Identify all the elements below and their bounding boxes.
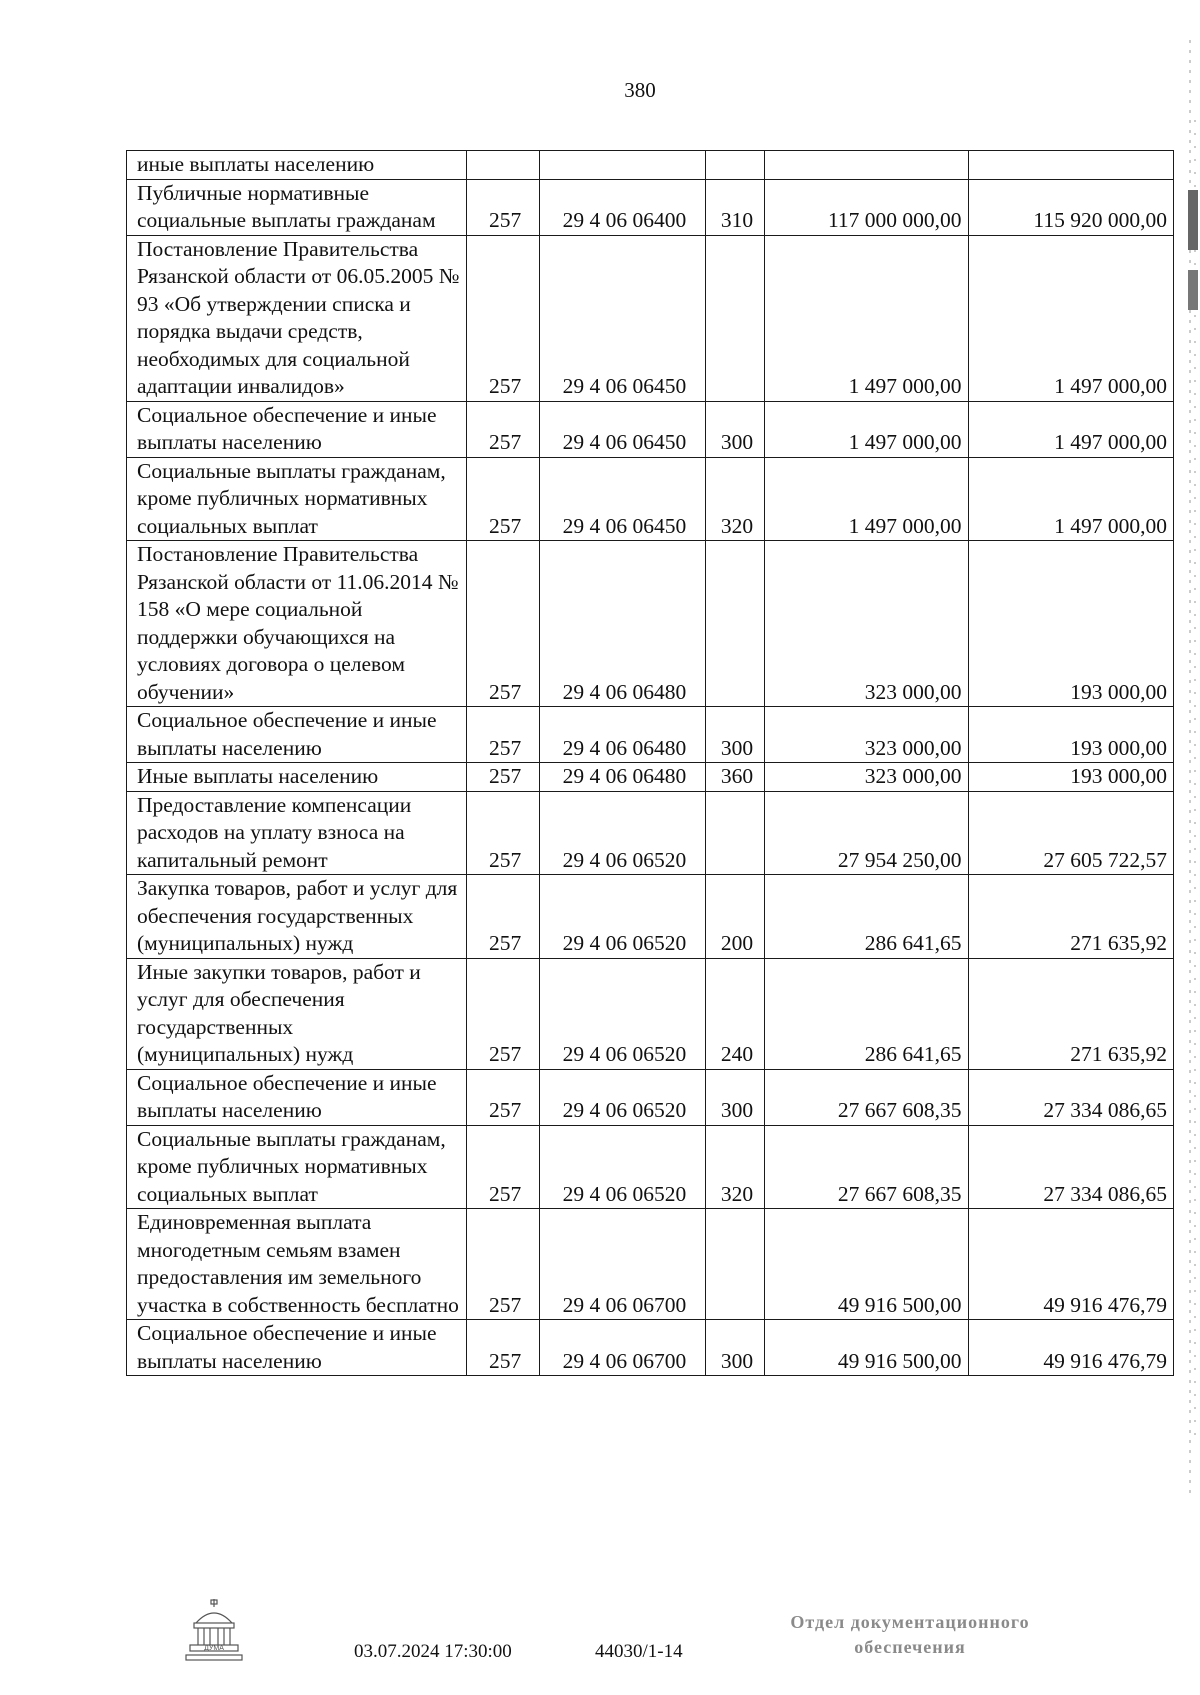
cell-fact: 1 497 000,00 [968, 401, 1173, 457]
table-row [127, 401, 1174, 457]
cell-fact: 193 000,00 [968, 541, 1173, 707]
cell-name: Единовременная выплата многодетным семьям взамен предоставления им земельного участка в собственность бесплатно [127, 1209, 467, 1320]
table-row [127, 763, 1174, 792]
table-row [127, 179, 1174, 235]
table-row [127, 235, 1174, 401]
table-row [127, 791, 1174, 875]
table-row [127, 1069, 1174, 1125]
cell-fact: 49 916 476,79 [968, 1320, 1173, 1376]
cell-code: 257 [467, 235, 540, 401]
cell-name: Социальные выплаты гражданам, кроме публичных нормативных социальных выплат [127, 457, 467, 541]
table-row [127, 1320, 1174, 1376]
table-row [127, 958, 1174, 1069]
cell-name: Публичные нормативные социальные выплаты гражданам [127, 179, 467, 235]
cell-target: 29 4 06 06480 [540, 541, 706, 707]
cell-target: 29 4 06 06520 [540, 875, 706, 959]
table-row [127, 875, 1174, 959]
stamp-line-2: обеспечения [854, 1637, 966, 1657]
cell-type [705, 791, 765, 875]
footer-datetime: 03.07.2024 17:30:00 [354, 1641, 512, 1662]
cell-target: 29 4 06 06480 [540, 763, 706, 792]
cell-target: 29 4 06 06480 [540, 707, 706, 763]
cell-fact [968, 151, 1173, 180]
cell-fact: 27 334 086,65 [968, 1069, 1173, 1125]
cell-target: 29 4 06 06520 [540, 958, 706, 1069]
cell-target: 29 4 06 06700 [540, 1320, 706, 1376]
table-row [127, 1209, 1174, 1320]
cell-target: 29 4 06 06450 [540, 401, 706, 457]
cell-code: 257 [467, 1209, 540, 1320]
cell-target: 29 4 06 06450 [540, 235, 706, 401]
cell-name: Социальные выплаты гражданам, кроме публичных нормативных социальных выплат [127, 1125, 467, 1209]
cell-code: 257 [467, 958, 540, 1069]
cell-code: 257 [467, 1320, 540, 1376]
cell-type: 300 [705, 401, 765, 457]
department-stamp [760, 1610, 1060, 1660]
cell-fact: 193 000,00 [968, 763, 1173, 792]
cell-target: 29 4 06 06700 [540, 1209, 706, 1320]
cell-code: 257 [467, 875, 540, 959]
page-number: 380 [624, 78, 656, 102]
duma-logo-text: ДУМА [204, 1645, 224, 1652]
cell-fact: 271 635,92 [968, 875, 1173, 959]
cell-target: 29 4 06 06520 [540, 1125, 706, 1209]
cell-name: Социальное обеспечение и иные выплаты населению [127, 1069, 467, 1125]
cell-fact: 115 920 000,00 [968, 179, 1173, 235]
cell-plan: 323 000,00 [765, 707, 968, 763]
table-row [127, 707, 1174, 763]
cell-name: Иные выплаты населению [127, 763, 467, 792]
table-row [127, 457, 1174, 541]
cell-plan: 49 916 500,00 [765, 1320, 968, 1376]
cell-plan: 323 000,00 [765, 541, 968, 707]
cell-type: 320 [705, 1125, 765, 1209]
stamp-line-1: Отдел документационного [790, 1612, 1030, 1632]
cell-fact: 271 635,92 [968, 958, 1173, 1069]
table-row [127, 1125, 1174, 1209]
cell-code: 257 [467, 541, 540, 707]
cell-target: 29 4 06 06450 [540, 457, 706, 541]
cell-plan: 117 000 000,00 [765, 179, 968, 235]
cell-plan: 27 954 250,00 [765, 791, 968, 875]
cell-type: 320 [705, 457, 765, 541]
cell-name: Закупка товаров, работ и услуг для обеспечения государственных (муниципальных) нужд [127, 875, 467, 959]
scan-edge-noise [1186, 40, 1200, 1500]
duma-logo [184, 1597, 244, 1663]
footer-doc-number: 44030/1-14 [595, 1641, 683, 1662]
cell-fact: 1 497 000,00 [968, 235, 1173, 401]
table-row [127, 151, 1174, 180]
cell-name: Социальное обеспечение и иные выплаты населению [127, 707, 467, 763]
cell-code: 257 [467, 763, 540, 792]
cell-type: 300 [705, 1320, 765, 1376]
cell-type: 300 [705, 1069, 765, 1125]
cell-type [705, 235, 765, 401]
cell-code: 257 [467, 401, 540, 457]
cell-plan: 27 667 608,35 [765, 1125, 968, 1209]
cell-target [540, 151, 706, 180]
cell-code: 257 [467, 707, 540, 763]
cell-plan: 286 641,65 [765, 958, 968, 1069]
cell-plan: 286 641,65 [765, 875, 968, 959]
cell-type: 200 [705, 875, 765, 959]
cell-type [705, 1209, 765, 1320]
cell-plan: 27 667 608,35 [765, 1069, 968, 1125]
cell-code: 257 [467, 1069, 540, 1125]
cell-name: Предоставление компенсации расходов на уплату взноса на капитальный ремонт [127, 791, 467, 875]
cell-target: 29 4 06 06520 [540, 791, 706, 875]
cell-plan: 323 000,00 [765, 763, 968, 792]
cell-type [705, 151, 765, 180]
cell-code: 257 [467, 1125, 540, 1209]
cell-name: иные выплаты населению [127, 151, 467, 180]
cell-fact: 27 334 086,65 [968, 1125, 1173, 1209]
cell-type: 360 [705, 763, 765, 792]
cell-fact: 193 000,00 [968, 707, 1173, 763]
cell-type [705, 541, 765, 707]
cell-name: Постановление Правительства Рязанской области от 06.05.2005 № 93 «Об утверждении списка и порядка выдачи средств, необходимых для социальной адаптации инвалидов» [127, 235, 467, 401]
budget-table-body [127, 151, 1174, 1376]
cell-plan: 1 497 000,00 [765, 457, 968, 541]
cell-fact: 27 605 722,57 [968, 791, 1173, 875]
cell-code: 257 [467, 457, 540, 541]
cell-name: Постановление Правительства Рязанской области от 11.06.2014 № 158 «О мере социальной поддержки обучающихся на условиях договора о целевом обучении» [127, 541, 467, 707]
cell-fact: 1 497 000,00 [968, 457, 1173, 541]
cell-name: Социальное обеспечение и иные выплаты населению [127, 1320, 467, 1376]
cell-fact: 49 916 476,79 [968, 1209, 1173, 1320]
budget-table [126, 150, 1174, 1376]
cell-target: 29 4 06 06400 [540, 179, 706, 235]
cell-type: 310 [705, 179, 765, 235]
cell-name: Социальное обеспечение и иные выплаты населению [127, 401, 467, 457]
cell-plan: 1 497 000,00 [765, 401, 968, 457]
cell-type: 240 [705, 958, 765, 1069]
table-row [127, 541, 1174, 707]
cell-target: 29 4 06 06520 [540, 1069, 706, 1125]
cell-plan: 49 916 500,00 [765, 1209, 968, 1320]
cell-name: Иные закупки товаров, работ и услуг для обеспечения государственных (муниципальных) нужд [127, 958, 467, 1069]
cell-plan [765, 151, 968, 180]
cell-plan: 1 497 000,00 [765, 235, 968, 401]
cell-code [467, 151, 540, 180]
cell-type: 300 [705, 707, 765, 763]
cell-code: 257 [467, 179, 540, 235]
cell-code: 257 [467, 791, 540, 875]
